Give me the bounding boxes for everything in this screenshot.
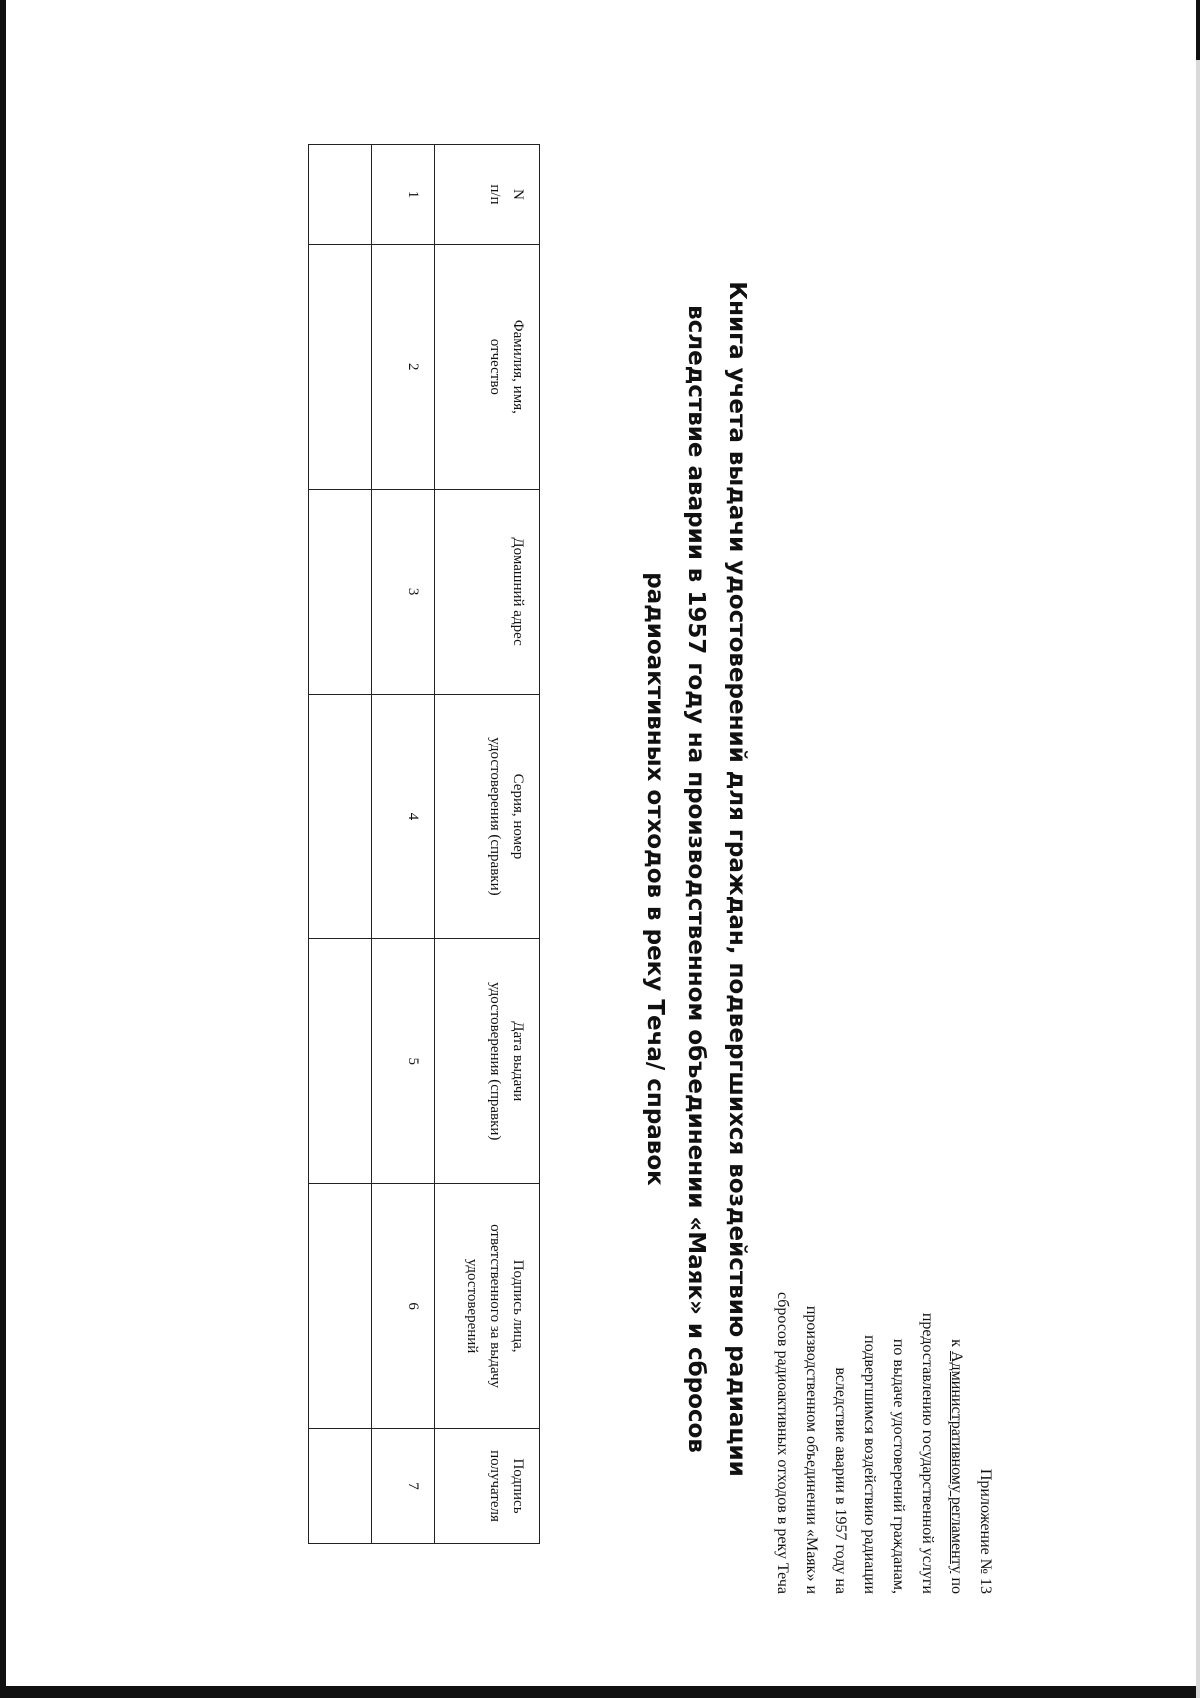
- numbering-cell: 5: [372, 939, 435, 1184]
- document-title: [634, 274, 757, 1484]
- register-table: [308, 144, 540, 1544]
- appendix-line: производственном объединении «Маяк» и: [803, 1305, 820, 1594]
- header-cell-responsible-signature: Подпись лица, ответственного за выдачу удостоверений: [435, 1184, 540, 1429]
- header-cell-recipient-signature: Подпись получателя: [435, 1429, 540, 1544]
- empty-cell[interactable]: [309, 489, 372, 694]
- header-cell-home-address: Домашний адрес: [435, 489, 540, 694]
- appendix-line: предоставлению государственной услуги: [919, 1312, 936, 1594]
- header-cell-number: N п/п: [435, 145, 540, 245]
- empty-cell[interactable]: [309, 1184, 372, 1429]
- numbering-cell: 1: [372, 145, 435, 245]
- rotated-page: [160, 69, 1040, 1629]
- title-line: вследствие аварии в 1957 году на производственном объединении «Маяк» и сбросов: [683, 305, 709, 1453]
- appendix-line: к Административному регламенту по: [948, 1339, 965, 1594]
- numbering-cell: 3: [372, 489, 435, 694]
- appendix-line: вследствие аварии в 1957 году на: [832, 1367, 849, 1594]
- header-cell-issue-date: Дата выдачи удостоверения (справки): [435, 939, 540, 1184]
- empty-cell[interactable]: [309, 939, 372, 1184]
- empty-cell[interactable]: [309, 145, 372, 245]
- appendix-line: подвергшимся воздействию радиации: [861, 1335, 878, 1594]
- table-row: [309, 145, 372, 1544]
- numbering-cell: 2: [372, 244, 435, 489]
- scan-edge-right: [1196, 0, 1200, 1698]
- empty-cell[interactable]: [309, 244, 372, 489]
- scan-edge-bottom: [0, 1686, 1200, 1698]
- numbering-row: [372, 145, 435, 1544]
- title-line: радиоактивных отходов в реку Теча/ справок: [642, 572, 668, 1186]
- appendix-line: сбросов радиоактивных отходов в реку Теча: [774, 1291, 791, 1594]
- header-cell-full-name: Фамилия, имя, отчество: [435, 244, 540, 489]
- appendix-block: [768, 1154, 1000, 1594]
- numbering-cell: 6: [372, 1184, 435, 1429]
- numbering-cell: 4: [372, 694, 435, 939]
- header-cell-certificate-number: Серия, номер удостоверения (справки): [435, 694, 540, 939]
- empty-cell[interactable]: [309, 694, 372, 939]
- scan-mark-right: [1196, 0, 1200, 60]
- empty-cell[interactable]: [309, 1429, 372, 1544]
- numbering-cell: 7: [372, 1429, 435, 1544]
- title-line: Книга учета выдачи удостоверений для граждан, подвергшихся воздействию радиации: [724, 281, 750, 1477]
- header-row: [435, 145, 540, 1544]
- appendix-line: по выдаче удостоверений гражданам,: [890, 1338, 907, 1594]
- scan-edge-left: [0, 0, 6, 1698]
- appendix-line: Приложение № 13: [977, 1468, 994, 1594]
